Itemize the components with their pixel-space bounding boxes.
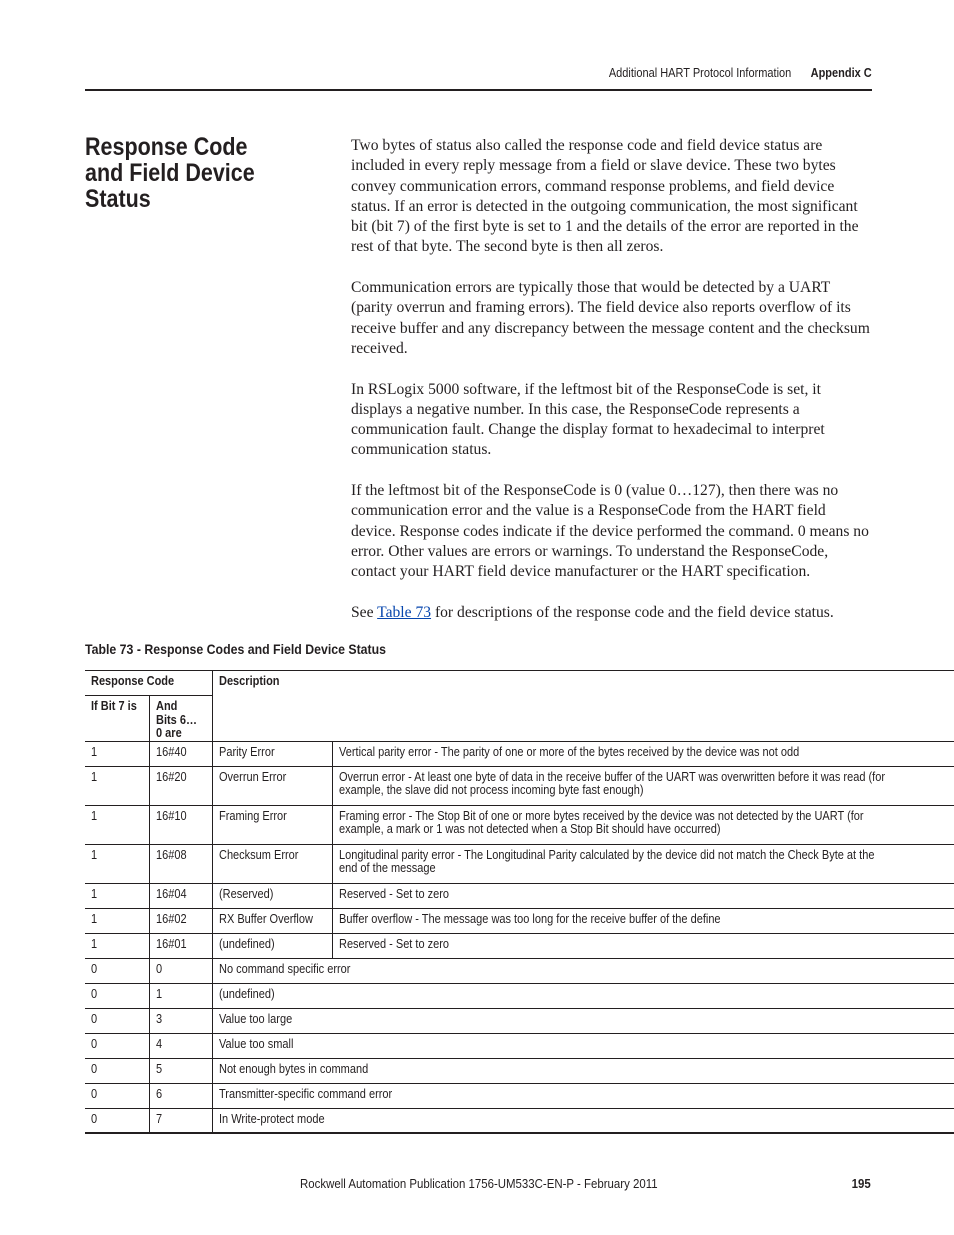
- table-row: [85, 883, 954, 908]
- code-name-cell: Framing Error: [213, 805, 333, 844]
- description-cell: Reserved - Set to zero: [332, 883, 954, 908]
- code-name-cell: Value too large: [213, 1008, 954, 1033]
- see-text: for descriptions of the response code and the field device status.: [431, 603, 834, 621]
- bit7-cell: 1: [85, 883, 150, 908]
- description-cell: Longitudinal parity error - The Longitudinal Parity calculated by the device did not match the Check Byte at the end of the message: [332, 844, 954, 883]
- code-name-cell: (Reserved): [213, 883, 333, 908]
- bits-cell: 6: [150, 1083, 213, 1108]
- table-row: [85, 1108, 954, 1133]
- paragraph: Two bytes of status also called the response code and field device status are included in every reply message from a field or slave device. These two bytes convey communication errors, command response problems, and field device status. If an error is detected in the outgoing communication, the most significant bit (bit 7) of the first byte is set to 1 and the details of the error are reported in the rest of that byte. The second byte is then all zeros.: [351, 137, 859, 256]
- bit7-cell: 1: [85, 844, 150, 883]
- header-appendix: Appendix C: [810, 66, 872, 80]
- table-row: [85, 1033, 954, 1058]
- bit7-cell: 1: [85, 933, 150, 958]
- table-row: [85, 1083, 954, 1108]
- bits-cell: 16#20: [150, 766, 213, 805]
- code-name-cell: In Write-protect mode: [213, 1108, 954, 1133]
- code-name-cell: Overrun Error: [213, 766, 333, 805]
- bit7-cell: 1: [85, 805, 150, 844]
- paragraph: If the leftmost bit of the ResponseCode is 0 (value 0…127), then there was no communication error and the value is a ResponseCode from the HART field device. Response codes indicate if the device performed the command. 0 means no error. Other values are errors or warnings. To understand the ResponseCode, contact your HART field device manufacturer or the HART specification.: [351, 482, 869, 581]
- code-name-cell: Not enough bytes in command: [213, 1058, 954, 1083]
- code-name-cell: (undefined): [213, 933, 333, 958]
- bits-cell: 16#04: [150, 883, 213, 908]
- description-cell: Framing error - The Stop Bit of one or more bytes received by the device was not detected by the UART (for example, a mark or 1 was not detected when a Stop Bit should have occurred): [332, 805, 954, 844]
- bit7-cell: 0: [85, 983, 150, 1008]
- header-description: Description: [213, 671, 954, 742]
- description-cell: Vertical parity error - The parity of one or more of the bytes received by the device was not odd: [332, 741, 954, 766]
- code-name-cell: RX Buffer Overflow: [213, 908, 333, 933]
- bits-cell: 4: [150, 1033, 213, 1058]
- code-name-cell: Parity Error: [213, 741, 333, 766]
- code-name-cell: Checksum Error: [213, 844, 333, 883]
- bits-cell: 1: [150, 983, 213, 1008]
- code-name-cell: Transmitter-specific command error: [213, 1083, 954, 1108]
- code-name-cell: No command specific error: [213, 958, 954, 983]
- header-section: Additional HART Protocol Information: [609, 66, 792, 80]
- table-caption: Table 73 - Response Codes and Field Device Status: [85, 641, 387, 657]
- bit7-cell: 1: [85, 741, 150, 766]
- section-title: Response Code and Field Device Status: [85, 133, 255, 213]
- header-bit7: If Bit 7 is: [85, 696, 150, 742]
- bit7-cell: 0: [85, 1083, 150, 1108]
- bits-cell: 16#40: [150, 741, 213, 766]
- bits-cell: 16#02: [150, 908, 213, 933]
- footer-publication: Rockwell Automation Publication 1756-UM533C-EN-P - February 2011: [300, 1176, 658, 1191]
- code-name-cell: (undefined): [213, 983, 954, 1008]
- bit7-cell: 0: [85, 1108, 150, 1133]
- header-bits: And Bits 6…0 are: [150, 696, 213, 742]
- bits-cell: 7: [150, 1108, 213, 1133]
- see-paragraph: [351, 603, 873, 623]
- body-text: [351, 136, 873, 643]
- bit7-cell: 0: [85, 1058, 150, 1083]
- see-text: See: [351, 603, 378, 621]
- header-response-code: Response Code: [85, 671, 213, 696]
- paragraph: In RSLogix 5000 software, if the leftmost bit of the ResponseCode is set, it displays a negative number. In this case, the ResponseCode represents a communication fault. Change the display format to hexadecimal to interpret communication status.: [351, 380, 825, 459]
- bit7-cell: 1: [85, 908, 150, 933]
- description-cell: Buffer overflow - The message was too long for the receive buffer of the define: [332, 908, 954, 933]
- description-cell: Reserved - Set to zero: [332, 933, 954, 958]
- table-row: [85, 741, 954, 766]
- table-row: [85, 908, 954, 933]
- table-row: [85, 1058, 954, 1083]
- table-row: [85, 958, 954, 983]
- bits-cell: 16#01: [150, 933, 213, 958]
- table-row: [85, 805, 954, 844]
- description-cell: Overrun error - At least one byte of data in the receive buffer of the UART was overwritten before it was read (for example, the slave did not process incoming byte fast enough): [332, 766, 954, 805]
- table-row: [85, 933, 954, 958]
- bits-cell: 5: [150, 1058, 213, 1083]
- bits-cell: 16#08: [150, 844, 213, 883]
- bit7-cell: 0: [85, 958, 150, 983]
- table-row: [85, 1008, 954, 1033]
- bit7-cell: 1: [85, 766, 150, 805]
- table-row: [85, 766, 954, 805]
- running-header: [609, 66, 872, 80]
- table-row: [85, 844, 954, 883]
- paragraph: Communication errors are typically those that would be detected by a UART (parity overrun and framing errors). The field device also reports overflow of its receive buffer and any discrepancy between the message content and the checksum received.: [351, 279, 870, 357]
- bit7-cell: 0: [85, 1033, 150, 1058]
- code-name-cell: Value too small: [213, 1033, 954, 1058]
- table-row: [85, 983, 954, 1008]
- page-number: 195: [851, 1176, 871, 1191]
- bits-cell: 16#10: [150, 805, 213, 844]
- response-codes-table: [85, 670, 954, 1134]
- bit7-cell: 0: [85, 1008, 150, 1033]
- bits-cell: 0: [150, 958, 213, 983]
- table-73-link[interactable]: Table 73: [377, 603, 432, 621]
- header-rule: [85, 89, 872, 91]
- bits-cell: 3: [150, 1008, 213, 1033]
